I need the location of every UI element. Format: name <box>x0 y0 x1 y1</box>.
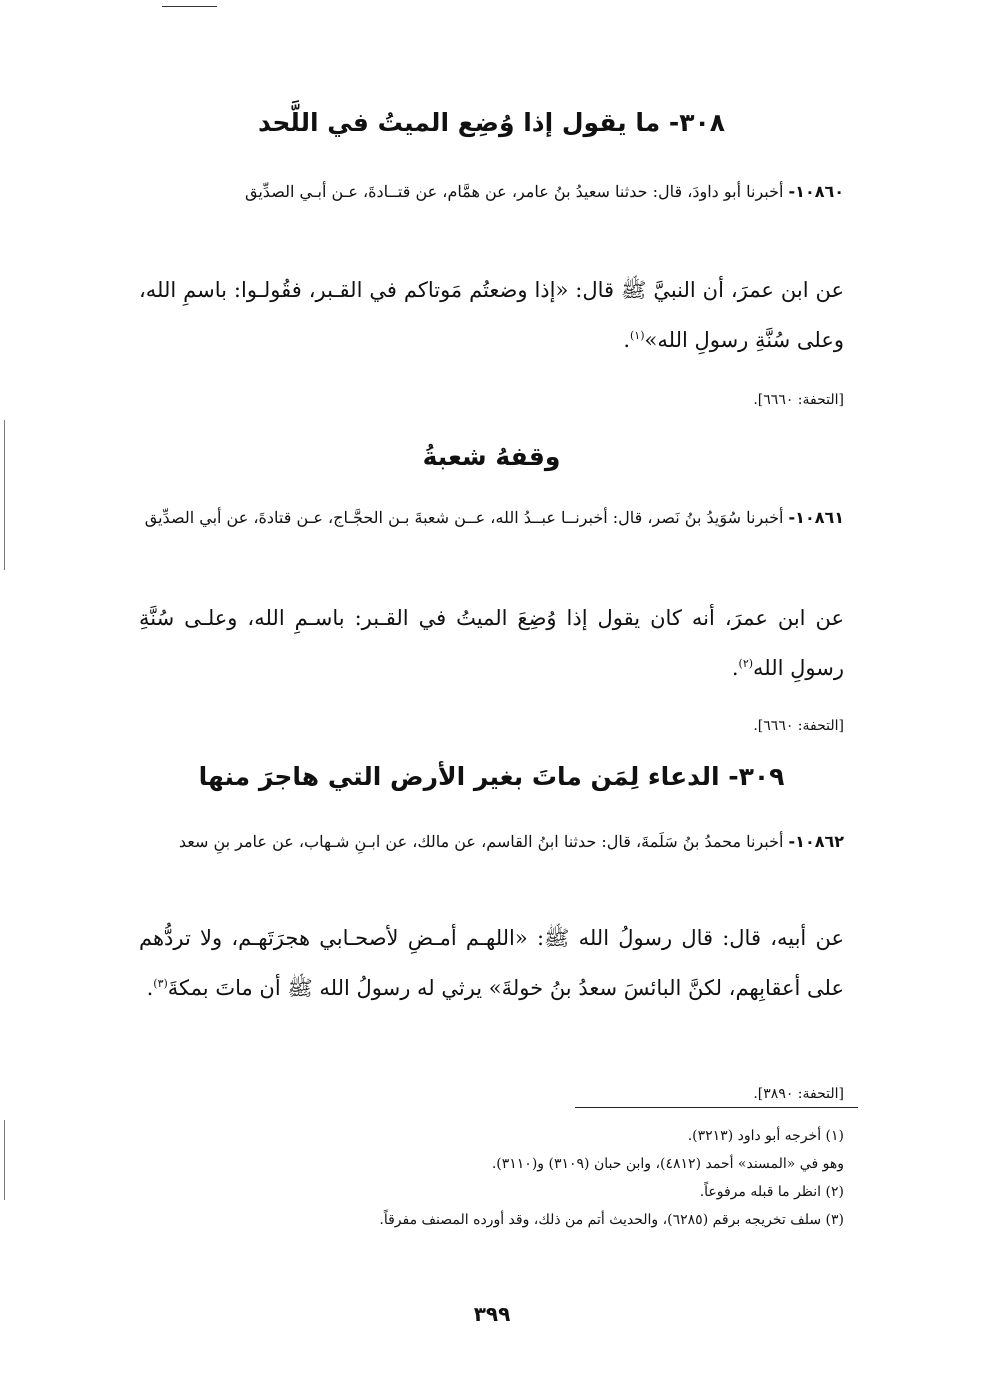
scan-edge-mark <box>4 1120 5 1200</box>
hadith-matn-10860: عن ابن عمرَ، أن النبيَّ ﷺ قال: «إذا وضعتُم مَوتاكم في القـبر، فقُولـوا: باسمِ الله، وعلى سُنَّةِ رسولِ الله»$^{(١)}$. <box>139 278 844 352</box>
hadith-matn-10861: عن ابن عمرَ، أنه كان يقول إذا وُضِعَ الميتُ في القـبر: باسـمِ الله، وعلـى سُنَّةِ رسولِ الله$^{(٢)}$. <box>139 606 844 680</box>
hadith-matn-10862: عن أبيه، قال: قال رسولُ الله ﷺ: «اللهـم أمـضِ لأصحـابي هجرَتَهـم، ولا تردُّهم على أعقابِهم، لكنَّ البائسَ سعدُ بنُ خولةَ» يرثي له رسولُ الله ﷺ أن ماتَ بمكةَ$^{(٣)}$. <box>139 926 844 1000</box>
footnote-marker: (١) <box>630 329 645 342</box>
isnad-text: أخبرنا محمدُ بنُ سَلَمةَ، قال: حدثنا ابنُ القاسم، عن مالك، عن ابـنِ شـهاب، عن عامر بنِ سعد <box>178 832 784 851</box>
scan-mark <box>162 6 217 7</box>
footnote-1-continued: وهو في «المسند» أحمد (٤٨١٢)، وابن حبان (٣١٠٩) و(٣١١٠). <box>491 1156 844 1172</box>
matn-text: عن أبيه، قال: قال رسولُ الله ﷺ: «اللهـم أمـضِ لأصحـابي هجرَتَهـم، ولا تردُّهم على أعقابِهم، لكنَّ البائسَ سعدُ بنُ خولةَ» يرثي له رسولُ الله ﷺ أن ماتَ بمكةَ <box>139 926 844 1000</box>
tuhfa-reference: [التحفة: ٣٨٩٠]. <box>753 1086 844 1102</box>
footnote-2: (٢) انظر ما قبله مرفوعاً. <box>699 1184 844 1200</box>
footnote-3: (٣) سلف تخريجه برقم (٦٢٨٥)، والحديث أتم من ذلك، وقد أورده المصنف مفرقاً. <box>379 1212 844 1228</box>
isnad-text: أخبرنا سُوَيدُ بنُ نَصر، قال: أخبرنــا عبــدُ الله، عــن شعبةَ بـن الحجَّـاج، عـن قتادةَ، عن أبي الصدِّيق <box>144 508 784 527</box>
scan-edge-mark <box>4 420 5 570</box>
isnad-text: أخبرنا أبو داودَ، قال: حدثنا سعيدُ بنُ عامر، عن همَّام، عن قتــادةَ، عـن أبـي الصدِّيق <box>245 182 784 201</box>
subsection-title-mawquf: وقفهُ شعبةُ <box>422 442 561 471</box>
matn-text: عن ابن عمرَ، أن النبيَّ ﷺ قال: «إذا وضعتُم مَوتاكم في القـبر، فقُولـوا: باسمِ الله، وعلى سُنَّةِ رسولِ الله» <box>139 278 844 352</box>
hadith-number: ١٠٨٦١- <box>788 508 844 527</box>
footnotes <box>139 1122 844 1234</box>
tuhfa-reference: [التحفة: ٦٦٦٠]. <box>753 718 844 734</box>
footnote-separator <box>575 1107 858 1108</box>
footnote-1: (١) أخرجه أبو داود (٣٢١٣). <box>687 1128 844 1144</box>
footnote-marker: (٢) <box>738 657 754 670</box>
hadith-isnad-10861 <box>139 500 844 536</box>
hadith-isnad-10860 <box>139 174 844 210</box>
tuhfa-reference: [التحفة: ٦٦٦٠]. <box>753 392 844 408</box>
footnote-marker: (٣) <box>153 977 168 990</box>
section-title-309: ٣٠٩- الدعاء لِمَن ماتَ بغير الأرض التي هاجرَ منها <box>198 762 785 791</box>
hadith-isnad-10862 <box>139 824 844 860</box>
page-number: ٣٩٩ <box>473 1302 511 1326</box>
matn-text: عن ابن عمرَ، أنه كان يقول إذا وُضِعَ الميتُ في القـبر: باسـمِ الله، وعلـى سُنَّةِ رسولِ الله <box>139 606 844 680</box>
hadith-number: ١٠٨٦٢- <box>788 832 844 851</box>
section-title-308: ٣٠٨- ما يقول إذا وُضِع الميتُ في اللَّحد <box>257 108 726 137</box>
hadith-number: ١٠٨٦٠- <box>788 182 844 201</box>
